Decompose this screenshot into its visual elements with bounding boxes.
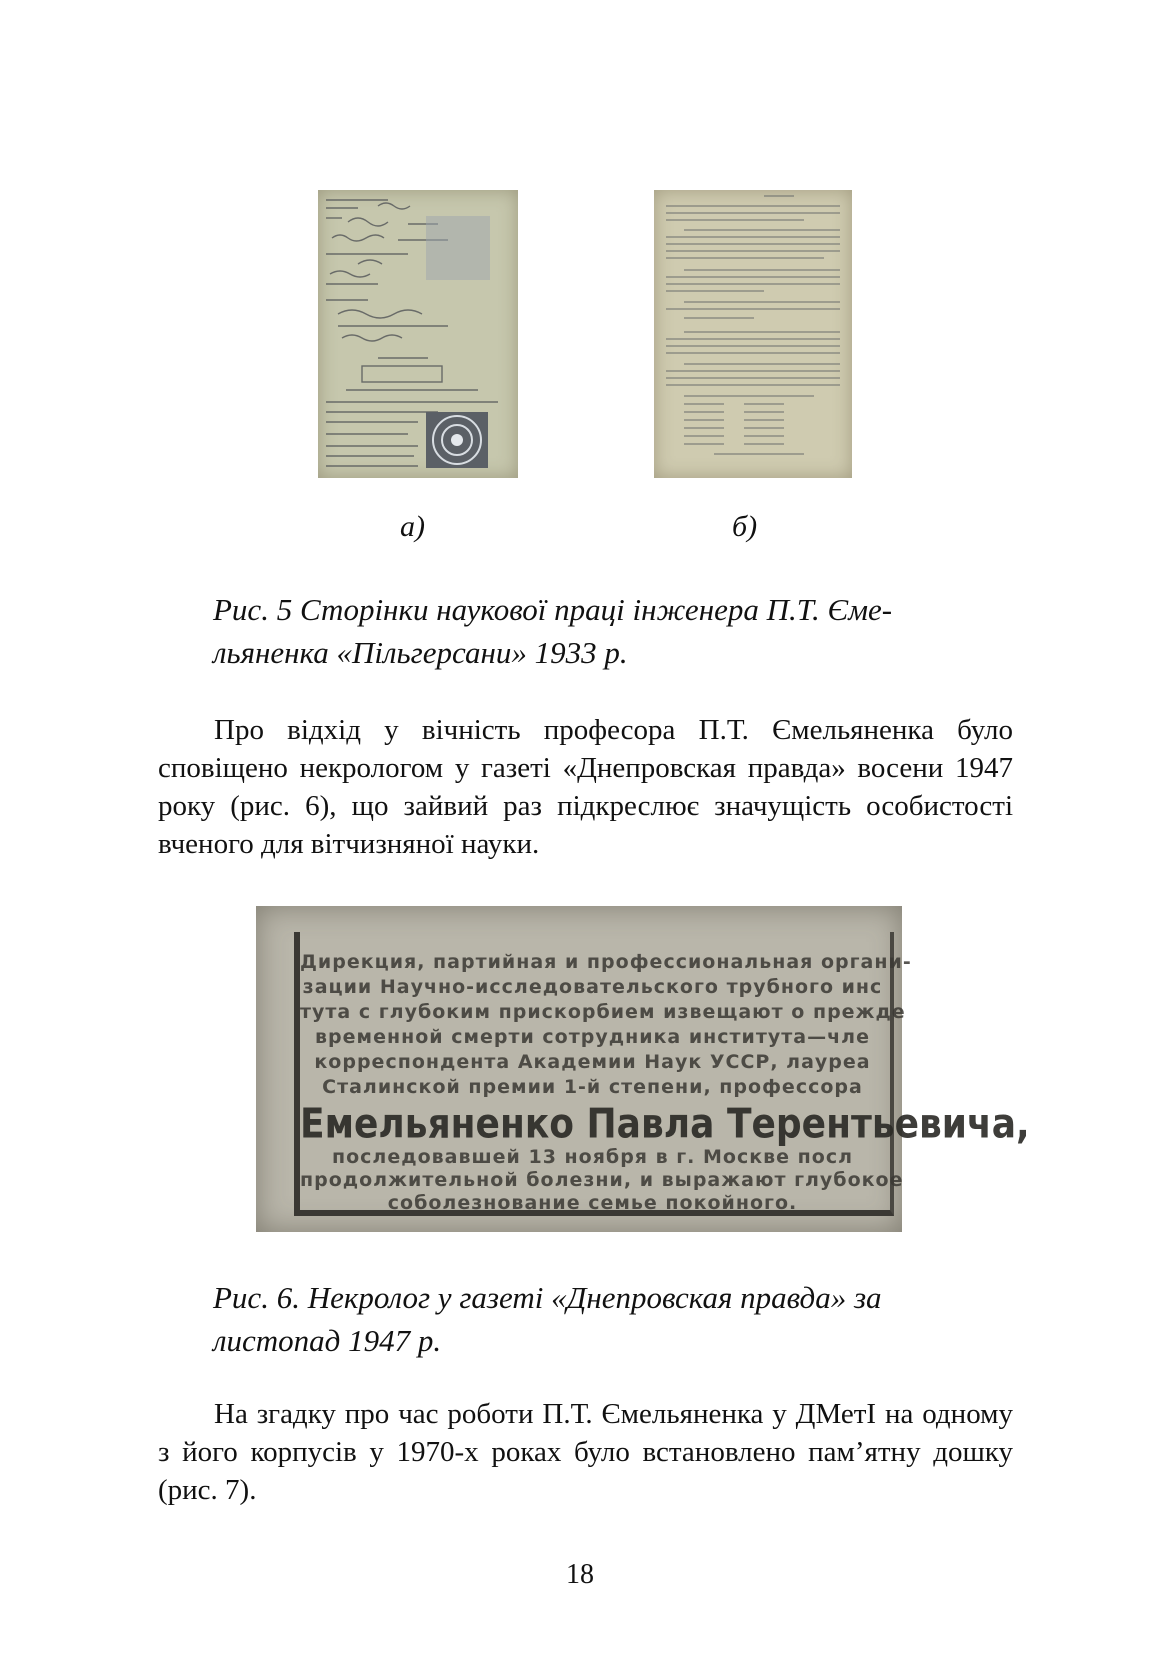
figure-5a-label: а) [400,510,425,543]
page-number: 18 [566,1559,594,1590]
clipping-line: соболезнование семье покойного. [387,1192,798,1214]
body-paragraph-2 [158,1395,1013,1509]
figure-5-caption-line2: льяненка «Пільгерсани» 1933 р. [213,635,628,670]
figure-5-caption [213,588,1013,674]
figure-5a-photo [318,190,518,478]
clipping-line: тута с глубоким прискорбием извещают о прежде [300,1001,906,1023]
clipping-line: Сталинской премии 1-й степени, профессора [322,1076,863,1098]
clipping-line: зации Научно-исследовательского трубного инс [302,976,883,998]
paragraph-2-text: На згадку про час роботи П.Т. Ємельяненка у ДМетІ на одному з його корпусів у 1970-х роках було встановлено пам’ятну дошку (рис. 7). [158,1398,1013,1506]
figure-6-caption-line2: листопад 1947 р. [213,1323,442,1358]
figure-5-caption-line1: Рис. 5 Сторінки наукової праці інженера П.Т. Єме- [213,592,893,627]
figure-6-caption [213,1276,1013,1362]
figure-5b-photo [654,190,852,478]
typed-page-text [654,190,852,478]
manuscript-page-formulas [318,190,518,478]
figure-6-newspaper-clipping [256,906,1030,1232]
clipping-line: временной смерти сотрудника института—чле [315,1026,870,1048]
clipping-line: корреспондента Академии Наук УССР, лауреа [314,1051,871,1073]
clipping-line: последовавшей 13 ноября в г. Москве посл [331,1146,854,1168]
body-paragraph-1 [158,711,1013,863]
paragraph-1-text: Про відхід у вічність професора П.Т. Ємельяненка було сповіщено некрологом у газеті «Днепровская правда» восени 1947 року (рис. 6), що зайвий раз підкреслює значущість особистості вченого для вітчизняної науки. [158,714,1013,860]
clipping-line: продолжительной болезни, и выражают глубокое [300,1169,904,1191]
figure-5b-label: б) [732,510,758,543]
clipping-line: Дирекция, партийная и профессиональная органи- [300,951,912,973]
clipping-name-line: Емельяненко Павла Терентьевича, [300,1100,1030,1149]
figure-6-caption-line1: Рис. 6. Некролог у газеті «Днепровская правда» за [213,1280,882,1315]
